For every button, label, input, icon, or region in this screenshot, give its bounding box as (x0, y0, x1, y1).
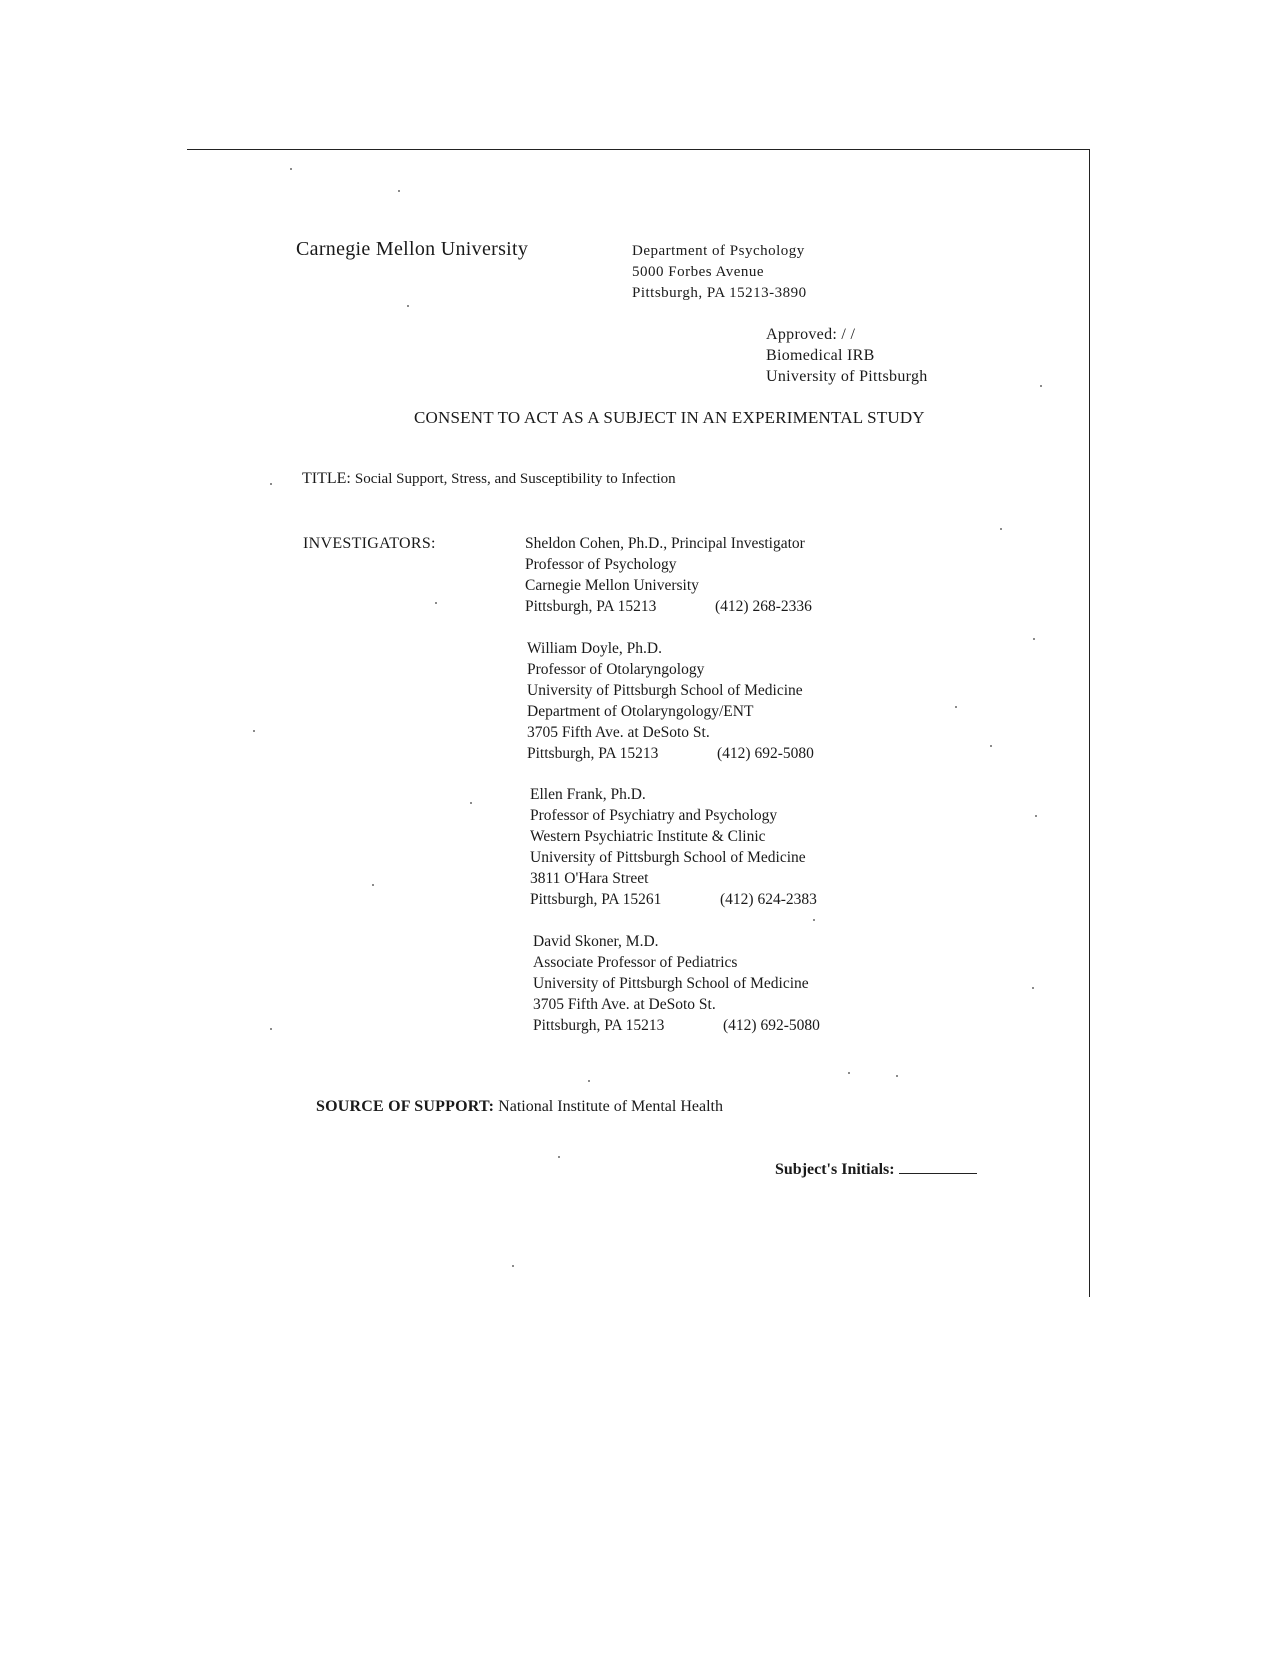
page-border-right (1089, 149, 1090, 1297)
investigator-phone: (412) 692-5080 (717, 745, 814, 762)
investigator-line: Ellen Frank, Ph.D. (530, 786, 646, 803)
investigator-block (525, 533, 812, 617)
scan-speck (398, 190, 400, 192)
investigator-line: Professor of Otolaryngology (527, 661, 705, 678)
investigator-city: Pittsburgh, PA 15261 (530, 891, 662, 908)
scan-speck (1035, 815, 1037, 817)
investigator-line: Western Psychiatric Institute & Clinic (530, 828, 766, 845)
investigator-contact (527, 743, 814, 764)
scan-speck (1040, 385, 1042, 387)
investigator-line: 3811 O'Hara Street (530, 870, 649, 887)
department-line: Department of Psychology (632, 243, 805, 259)
investigator-phone: (412) 268-2336 (715, 598, 812, 615)
scan-speck (1033, 638, 1035, 640)
investigator-line: William Doyle, Ph.D. (527, 640, 662, 657)
investigator-line: University of Pittsburgh School of Medicine (527, 682, 803, 699)
investigator-contact (533, 1015, 820, 1036)
irb-approval (766, 324, 928, 387)
scan-speck (558, 1156, 560, 1158)
investigator-line: University of Pittsburgh School of Medicine (530, 849, 806, 866)
investigator-block (533, 931, 820, 1036)
scan-speck (372, 884, 374, 886)
investigator-city: Pittsburgh, PA 15213 (527, 745, 659, 762)
initials-label: Subject's Initials: (775, 1161, 895, 1178)
title-value: Social Support, Stress, and Susceptibility to Infection (354, 471, 676, 487)
investigator-line: Professor of Psychiatry and Psychology (530, 807, 778, 824)
investigators-label: INVESTIGATORS: (303, 535, 436, 552)
scan-speck (1000, 528, 1002, 530)
scan-speck (588, 1080, 590, 1082)
scan-speck (290, 168, 292, 170)
scan-speck (1032, 987, 1034, 989)
investigator-line: Department of Otolaryngology/ENT (527, 703, 754, 720)
initials-blank-line[interactable] (899, 1173, 977, 1174)
subject-initials (775, 1161, 977, 1179)
study-title (302, 470, 676, 488)
scan-speck (270, 483, 272, 485)
investigator-line: 3705 Fifth Ave. at DeSoto St. (533, 996, 716, 1013)
scan-speck (435, 602, 437, 604)
scan-speck (848, 1072, 850, 1074)
scan-speck (512, 1265, 514, 1267)
investigator-line: 3705 Fifth Ave. at DeSoto St. (527, 724, 710, 741)
university-name: Carnegie Mellon University (296, 238, 529, 260)
source-value: National Institute of Mental Health (498, 1098, 723, 1115)
source-label: SOURCE OF SUPPORT: (316, 1098, 495, 1115)
investigator-city: Pittsburgh, PA 15213 (525, 598, 657, 615)
page-border-top (187, 149, 1090, 150)
investigator-phone: (412) 624-2383 (720, 891, 817, 908)
department-line: 5000 Forbes Avenue (632, 264, 765, 280)
investigator-line: Carnegie Mellon University (525, 577, 699, 594)
department-line: Pittsburgh, PA 15213-3890 (632, 285, 807, 301)
approval-line: Biomedical IRB (766, 347, 875, 364)
scan-speck (896, 1075, 898, 1077)
investigator-line: University of Pittsburgh School of Medicine (533, 975, 809, 992)
department-address (632, 241, 807, 304)
approval-line: University of Pittsburgh (766, 368, 928, 385)
investigator-contact (530, 889, 817, 910)
scan-speck (270, 1028, 272, 1030)
investigator-line: Sheldon Cohen, Ph.D., Principal Investigator (525, 535, 805, 552)
investigator-line: Professor of Psychology (525, 556, 677, 573)
investigator-phone: (412) 692-5080 (723, 1017, 820, 1034)
scan-speck (253, 730, 255, 732)
consent-heading: CONSENT TO ACT AS A SUBJECT IN AN EXPERIMENTAL STUDY (414, 408, 925, 427)
investigator-line: Associate Professor of Pediatrics (533, 954, 738, 971)
investigator-contact (525, 596, 812, 617)
source-of-support (316, 1098, 723, 1116)
approval-line: Approved: / / (766, 326, 856, 343)
investigator-line: David Skoner, M.D. (533, 933, 659, 950)
investigator-block (527, 638, 814, 764)
investigator-city: Pittsburgh, PA 15213 (533, 1017, 665, 1034)
investigator-block (530, 784, 817, 910)
scan-speck (813, 919, 815, 921)
scan-speck (990, 745, 992, 747)
scan-speck (407, 305, 409, 307)
scan-speck (470, 802, 472, 804)
scan-speck (955, 706, 957, 708)
title-label: TITLE: (302, 470, 351, 487)
